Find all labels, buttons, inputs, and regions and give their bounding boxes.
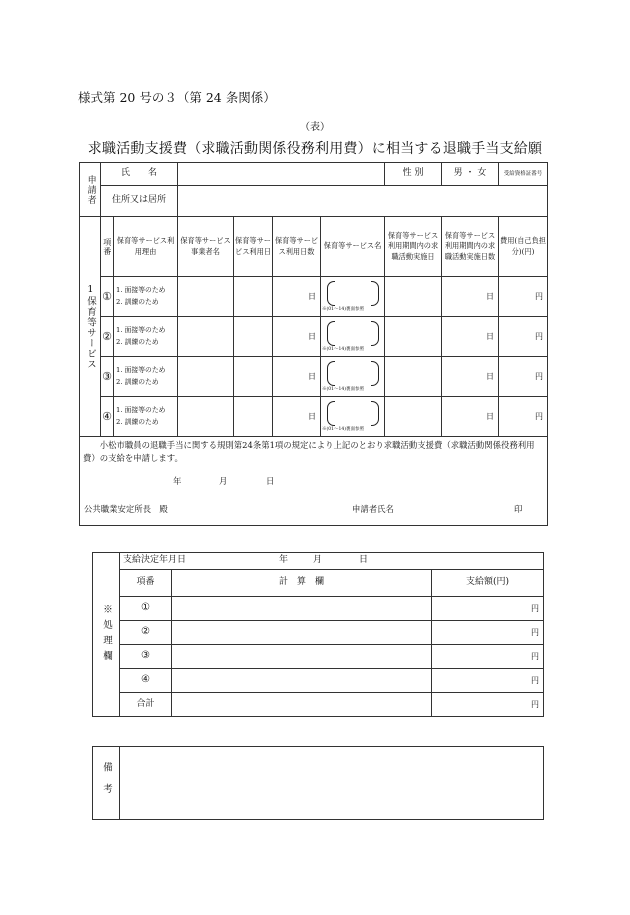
- addressee: 公共職業安定所長 殿: [84, 504, 168, 514]
- cert-number-label: 受給資格証番号: [499, 163, 548, 186]
- service-name-field[interactable]: ※(01～14)裏面参照: [321, 317, 385, 357]
- period-date-field[interactable]: [385, 397, 442, 437]
- decision-month: 月: [313, 555, 323, 565]
- name-field[interactable]: [178, 163, 385, 186]
- applicant-section-label: 申請者: [80, 163, 101, 217]
- col-amount: 支給額(円): [432, 570, 544, 597]
- table-row: [93, 669, 544, 693]
- amount-field[interactable]: 円: [432, 621, 544, 645]
- col-period-days: 保育等サービス利用期間内の求職活動実施日数: [442, 217, 499, 277]
- remarks-field[interactable]: [120, 747, 544, 820]
- row-label: ④: [120, 669, 172, 693]
- provider-field[interactable]: [178, 397, 234, 437]
- form-title: 求職活動支援費（求職活動関係役務利用費）に相当する退職手当支給願: [87, 141, 543, 157]
- gender-options[interactable]: 男 ・ 女: [442, 163, 499, 186]
- row-label: ②: [120, 621, 172, 645]
- remarks-label: 備考: [93, 747, 120, 820]
- service-name-field[interactable]: ※(01～14)裏面参照: [321, 277, 385, 317]
- name-label: 氏 名: [101, 163, 178, 186]
- date-month: 月: [219, 476, 228, 486]
- use-date-field[interactable]: [234, 277, 273, 317]
- calc-field[interactable]: [172, 645, 432, 669]
- declaration-block: [80, 437, 548, 526]
- period-date-field[interactable]: [385, 277, 442, 317]
- amount-field[interactable]: 円: [432, 693, 544, 717]
- period-days-field[interactable]: 日: [442, 277, 499, 317]
- provider-field[interactable]: [178, 317, 234, 357]
- cost-field[interactable]: 円: [499, 357, 548, 397]
- period-date-field[interactable]: [385, 317, 442, 357]
- cost-field[interactable]: 円: [499, 277, 548, 317]
- calc-field[interactable]: [172, 597, 432, 621]
- period-days-field[interactable]: 日: [442, 397, 499, 437]
- table-row: [80, 357, 548, 397]
- processing-section-label: ※処理欄: [93, 553, 120, 717]
- col-use-date: 保育等サービス利用日: [234, 217, 273, 277]
- amount-field[interactable]: 円: [432, 597, 544, 621]
- use-days-field[interactable]: 日: [273, 317, 321, 357]
- reason-options[interactable]: 1. 面接等のため 2. 訓練のため: [114, 357, 178, 397]
- reason-options[interactable]: 1. 面接等のため 2. 訓練のため: [114, 317, 178, 357]
- col-item: 項番: [120, 570, 172, 597]
- remarks-table: [92, 746, 544, 820]
- table-row: [80, 317, 548, 357]
- row-label: 合計: [120, 693, 172, 717]
- use-days-field[interactable]: 日: [273, 277, 321, 317]
- col-use-days: 保育等サービス利用日数: [273, 217, 321, 277]
- col-service-name: 保育等サービス名: [321, 217, 385, 277]
- calc-field[interactable]: [172, 693, 432, 717]
- table-row: [80, 277, 548, 317]
- decision-date-row: [120, 553, 544, 570]
- col-calc: 計 算 欄: [172, 570, 432, 597]
- row-number: ④: [101, 397, 114, 437]
- use-days-field[interactable]: 日: [273, 397, 321, 437]
- service-name-field[interactable]: ※(01～14)裏面参照: [321, 357, 385, 397]
- address-label: 住所又は居所: [101, 186, 178, 217]
- use-date-field[interactable]: [234, 397, 273, 437]
- col-item-no: 項番: [101, 217, 114, 277]
- gender-label: 性 別: [385, 163, 442, 186]
- seal-mark: 印: [514, 504, 523, 514]
- use-date-field[interactable]: [234, 317, 273, 357]
- table-row: [93, 597, 544, 621]
- application-table: [79, 162, 548, 526]
- col-period-date: 保育等サービス利用期間内の求職活動実施日: [385, 217, 442, 277]
- amount-field[interactable]: 円: [432, 669, 544, 693]
- row-label: ③: [120, 645, 172, 669]
- declaration-text: 小松市職員の退職手当に関する規則第24条第1項の規定により上記のとおり求職活動支援費（求職活動関係役務利用費）の支給を申請します。: [83, 440, 535, 463]
- use-date-field[interactable]: [234, 357, 273, 397]
- cost-field[interactable]: 円: [499, 397, 548, 437]
- col-provider: 保育等サービス事業者名: [178, 217, 234, 277]
- provider-field[interactable]: [178, 277, 234, 317]
- side-label: （表）: [300, 122, 330, 133]
- row-label: ①: [120, 597, 172, 621]
- period-days-field[interactable]: 日: [442, 317, 499, 357]
- calc-field[interactable]: [172, 669, 432, 693]
- cost-field[interactable]: 円: [499, 317, 548, 357]
- processing-table: [92, 552, 544, 717]
- col-cost: 費用(自己負担分)(円): [499, 217, 548, 277]
- service-section-label: 1保育等サービス: [80, 217, 101, 437]
- amount-field[interactable]: 円: [432, 645, 544, 669]
- use-days-field[interactable]: 日: [273, 357, 321, 397]
- date-year: 年: [173, 476, 182, 486]
- form-number-label: 様式第 20 号の３（第 24 条関係）: [78, 90, 276, 105]
- table-row: [80, 397, 548, 437]
- provider-field[interactable]: [178, 357, 234, 397]
- calc-field[interactable]: [172, 621, 432, 645]
- date-day: 日: [266, 476, 275, 486]
- table-row: [93, 645, 544, 669]
- table-row: [93, 693, 544, 717]
- row-number: ②: [101, 317, 114, 357]
- decision-date-label: 支給決定年月日: [123, 555, 187, 565]
- service-name-field[interactable]: ※(01～14)裏面参照: [321, 397, 385, 437]
- decision-day: 日: [359, 555, 369, 565]
- address-field[interactable]: [178, 186, 548, 217]
- reason-options[interactable]: 1. 面接等のため 2. 訓練のため: [114, 397, 178, 437]
- row-number: ①: [101, 277, 114, 317]
- period-date-field[interactable]: [385, 357, 442, 397]
- row-number: ③: [101, 357, 114, 397]
- decision-year: 年: [279, 555, 289, 565]
- applicant-name-label: 申請者氏名: [352, 504, 394, 514]
- reason-options[interactable]: 1. 面接等のため 2. 訓練のため: [114, 277, 178, 317]
- period-days-field[interactable]: 日: [442, 357, 499, 397]
- col-reason: 保育等サービス利用理由: [114, 217, 178, 277]
- table-row: [93, 621, 544, 645]
